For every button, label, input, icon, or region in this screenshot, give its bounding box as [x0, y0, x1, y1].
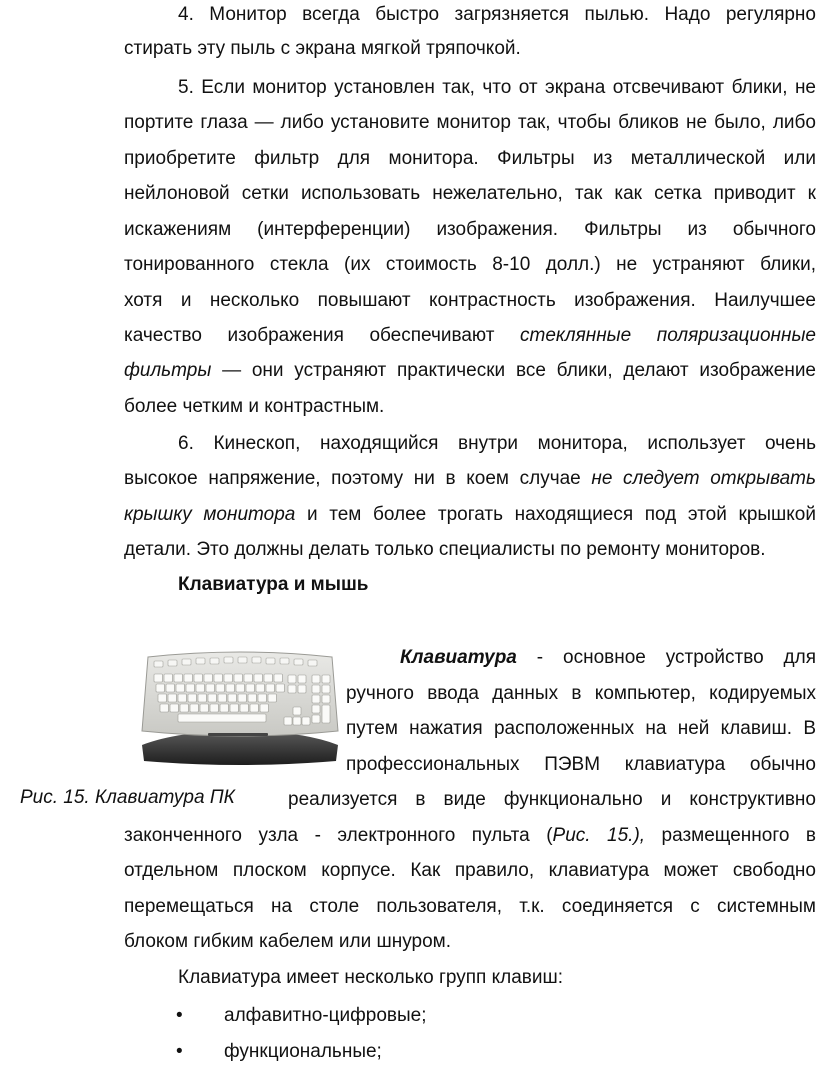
para6-line-2-text: высокое напряжение, поэтому ни в коем случае	[124, 468, 592, 489]
para6-line-3	[124, 503, 816, 527]
para5-line-7: хотя и несколько повышают контрастность изображения. Наилучшее	[124, 290, 816, 311]
keyboard-line-5: реализуется в виде функционально и конструктивно	[288, 789, 816, 810]
groups-intro: Клавиатура имеет несколько групп клавиш:	[178, 967, 563, 988]
keyboard-line-6	[124, 824, 816, 848]
keyword-klaviatura: Клавиатура	[400, 647, 517, 668]
para5-line-10: более четким и контрастным.	[124, 396, 385, 417]
keyboard-line-6-tail: размещенного в	[645, 825, 816, 846]
keyboard-image	[138, 645, 342, 765]
para6-line-1: 6. Кинескоп, находящийся внутри монитора, использует очень	[178, 433, 816, 454]
para5-line-6: тонированного стекла (их стоимость 8-10 долл.) не устраняют блики,	[124, 254, 816, 275]
keyboard-line-2: ручного ввода данных в компьютер, кодируемых	[346, 683, 816, 704]
para5-line-5: искажениям (интерференции) изображения. Фильтры из обычного	[124, 219, 816, 240]
keyboard-line-6-text: законченного узла - электронного пульта (	[124, 825, 553, 846]
para6-line-4: детали. Это должны делать только специалисты по ремонту мониторов.	[124, 539, 766, 560]
para5-line-4: нейлоновой сетки использовать нежелательно, так как сетка приводит к	[124, 183, 816, 204]
list-item: алфавитно-цифровые;	[224, 1005, 427, 1026]
keyboard-line-7: отдельном плоском корпусе. Как правило, клавиатура может свободно	[124, 860, 816, 881]
list-item: функциональные;	[224, 1041, 382, 1062]
emphasis-text: не следует открывать	[591, 468, 816, 489]
para5-line-9-text: — они устраняют практически все блики, делают изображение	[211, 360, 816, 381]
para5-line-8-text: качество изображения обеспечивают	[124, 325, 521, 346]
keyboard-line-1-text: - основное устройство для	[516, 647, 816, 668]
para4-line-1: 4. Монитор всегда быстро загрязняется пылью. Надо регулярно	[178, 4, 816, 25]
para5-line-1: 5. Если монитор установлен так, что от экрана отсвечивают блики, не	[178, 77, 816, 98]
section-heading: Клавиатура и мышь	[178, 574, 369, 595]
bullet-icon: •	[176, 1005, 183, 1026]
para4-line-2: стирать эту пыль с экрана мягкой тряпочкой.	[124, 38, 521, 59]
para5-line-2: портите глаза — либо установите монитор так, чтобы бликов не было, либо	[124, 112, 816, 133]
keyboard-line-4: профессиональных ПЭВМ клавиатура обычно	[346, 754, 816, 775]
figure-caption: Рис. 15. Клавиатура ПК	[20, 787, 235, 808]
keyboard-line-3: путем нажатия расположенных на ней клавиш. В	[346, 718, 816, 739]
para5-line-3: приобретите фильтр для монитора. Фильтры из металлической или	[124, 148, 816, 169]
para5-line-9	[124, 359, 816, 383]
emphasis-text: стеклянные поляризационные	[520, 325, 816, 346]
para6-line-2	[124, 467, 816, 491]
keyboard-line-8: перемещаться на столе пользователя, т.к. соединяется с системным	[124, 896, 816, 917]
emphasis-text: крышку монитора	[124, 504, 296, 525]
para5-line-8	[124, 324, 816, 348]
figure-reference: Рис. 15.),	[552, 825, 646, 846]
emphasis-text: фильтры	[124, 360, 212, 381]
keyboard-line-1	[346, 646, 816, 670]
keyboard-line-9: блоком гибким кабелем или шнуром.	[124, 931, 452, 952]
para6-line-3-text: и тем более трогать находящиеся под этой крышкой	[295, 504, 816, 525]
bullet-icon: •	[176, 1041, 183, 1062]
